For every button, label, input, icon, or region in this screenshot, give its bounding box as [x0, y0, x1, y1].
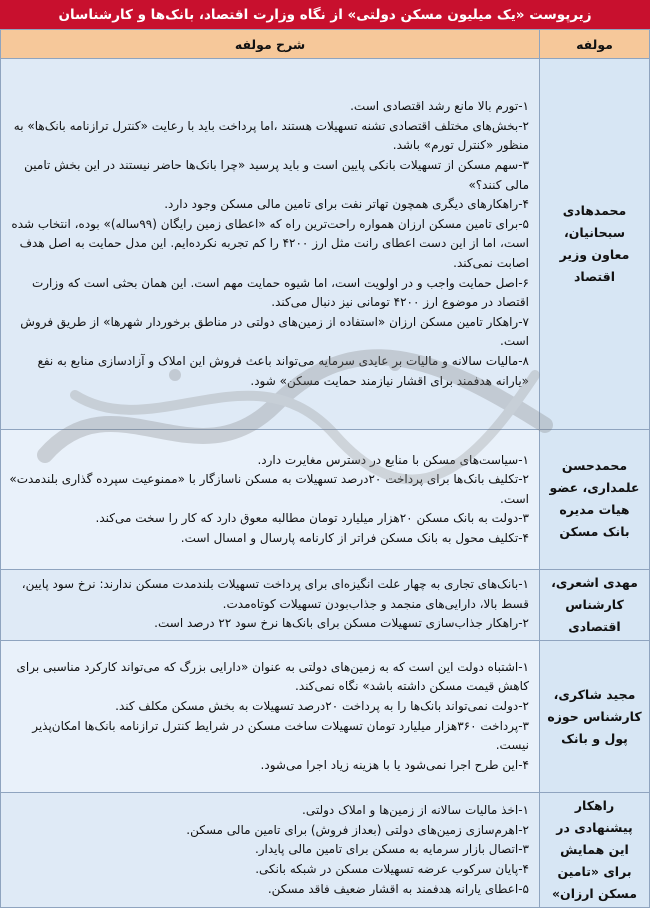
description-item: ۱-سیاست‌های مسکن با منابع در دسترس مغایرت دارد.	[257, 452, 529, 467]
description-item: ۳-سهم مسکن از تسهیلات بانکی پایین است و باید پرسید «چرا بانک‌ها حاضر نیستند در این بخش تامین مالی کنند؟»	[24, 158, 529, 192]
description-item: ۳-پرداخت ۳۶۰هزار میلیارد تومان تسهیلات ساخت مسکن در شرایط کنترل ترازنامه بانک‌ها امکان‌پذیر نیست.	[32, 718, 529, 753]
description-item: ۲-تکلیف بانک‌ها برای پرداخت ۲۰درصد تسهیلات به مسکن ناسازگار با «ممنوعیت سپرده گذاری بلندمدت» است.	[9, 472, 529, 506]
author-cell: محمدهادی سبحانیان، معاون وزیر اقتصاد	[540, 59, 650, 430]
author-cell: مهدی اشعری، کارشناس اقتصادی	[540, 569, 650, 640]
description-cell	[1, 59, 540, 430]
table-header-row	[1, 30, 650, 59]
header-description: شرح مولفه	[1, 30, 540, 59]
description-item: ۲-بخش‌های مختلف اقتصادی تشنه تسهیلات هستند ،اما پرداخت باید با رعایت «کنترل ترازنامه بانک‌ها» به منظور «کنترل تورم» باشد.	[13, 118, 529, 153]
description-item: ۴-پایان سرکوب عرضه تسهیلات مسکن در شبکه بانکی.	[255, 862, 529, 877]
description-cell	[1, 569, 540, 640]
author-cell: راهکار پیشنهادی در این همایش برای «تامین مسکن ارزان»	[540, 793, 650, 908]
description-item: ۴-راهکارهای دیگری همچون تهاتر نفت برای تامین مالی مسکن وجود دارد.	[164, 197, 529, 212]
description-item: ۸-مالیات سالانه و مالیات بر عایدی سرمایه می‌تواند باعث فروش این املاک و آزادسازی منابع به نفع «یارانه هدفمند برای اقشار نیازمند حمایت مسکن» شود.	[37, 353, 529, 388]
table-row	[1, 59, 650, 430]
description-item: ۳-اتصال بازار سرمایه به مسکن برای تامین مالی پایدار.	[254, 842, 529, 857]
description-item: ۴-این طرح اجرا نمی‌شود یا با هزینه زیاد اجرا می‌شود.	[260, 757, 529, 772]
description-item: ۷-راهکار تامین مسکن ارزان «استفاده از زمین‌های دولتی در مناطق برخوردار شهرها» از طریق فروش است.	[20, 314, 529, 349]
description-cell	[1, 793, 540, 908]
table-row	[1, 793, 650, 908]
author-cell: مجید شاکری، کارشناس حوزه پول و بانک	[540, 640, 650, 793]
description-item: ۱-اشتباه دولت این است که به زمین‌های دولتی به عنوان «دارایی بزرگ که می‌تواند کارکرد مناسبی برای کاهش قیمت مسکن داشته باشد» نگاه نمی‌کند.	[16, 659, 529, 694]
table-row	[1, 640, 650, 793]
description-item: ۵-اعطای یارانه هدفمند به اقشار ضعیف فاقد مسکن.	[267, 881, 529, 896]
components-table	[0, 29, 650, 908]
description-item: ۱-بانک‌های تجاری به چهار علت انگیزه‌ای برای پرداخت تسهیلات بلندمدت مسکن ندارند: نرخ سود پایین، قسط بالا، دارایی‌های منجمد و جذاب‌بودن تسهیلات کوتاه‌مدت.	[21, 577, 529, 611]
page-title: زیرپوست «یک میلیون مسکن دولتی» از نگاه وزارت اقتصاد، بانک‌ها و کارشناسان	[0, 0, 650, 29]
description-item: ۲-دولت نمی‌تواند بانک‌ها را به پرداخت ۲۰درصد تسهیلات به بخش مسکن مکلف کند.	[115, 699, 529, 714]
description-item: ۱-اخذ مالیات سالانه از زمین‌ها و املاک دولتی.	[302, 803, 529, 818]
author-cell: محمدحسن علمداری، عضو هیات مدیره بانک مسکن	[540, 430, 650, 569]
description-cell	[1, 430, 540, 569]
description-item: ۴-تکلیف محول به بانک مسکن فراتر از کارنامه پارسال و امسال است.	[180, 530, 529, 545]
description-cell	[1, 640, 540, 793]
table-row	[1, 430, 650, 569]
description-item: ۲-راهکار جذاب‌سازی تسهیلات مسکن برای بانک‌ها نرخ سود ۲۲ درصد است.	[154, 616, 529, 631]
description-item: ۱-تورم بالا مانع رشد اقتصادی است.	[350, 99, 529, 114]
description-item: ۶-اصل حمایت واجب و در اولویت است، اما شیوه حمایت مهم است. این همان بحثی است که وزارت اقتصاد در موضوع ارز ۴۲۰۰ تومانی نیز دنبال می‌کند.	[31, 275, 529, 310]
header-author: مولفه	[540, 30, 650, 59]
description-item: ۲-اهرم‌سازی زمین‌های دولتی (بعداز فروش) برای تامین مالی مسکن.	[186, 822, 529, 837]
table-row	[1, 569, 650, 640]
description-item: ۳-دولت به بانک مسکن ۲۰هزار میلیارد تومان مطالبه معوق دارد که کار را سخت می‌کند.	[95, 511, 529, 526]
description-item: ۵-برای تامین مسکن ارزان همواره راحت‌ترین راه که «اعطای زمین رایگان (۹۹ساله)» بوده، انتخاب شده است، اما از این دست اعطای رانت مثل ارز ۴۲۰۰ را کم تجربه نکرده‌ایم. این مدل حمایت به اصل هدف اصابت نمی‌کند.	[11, 216, 529, 270]
